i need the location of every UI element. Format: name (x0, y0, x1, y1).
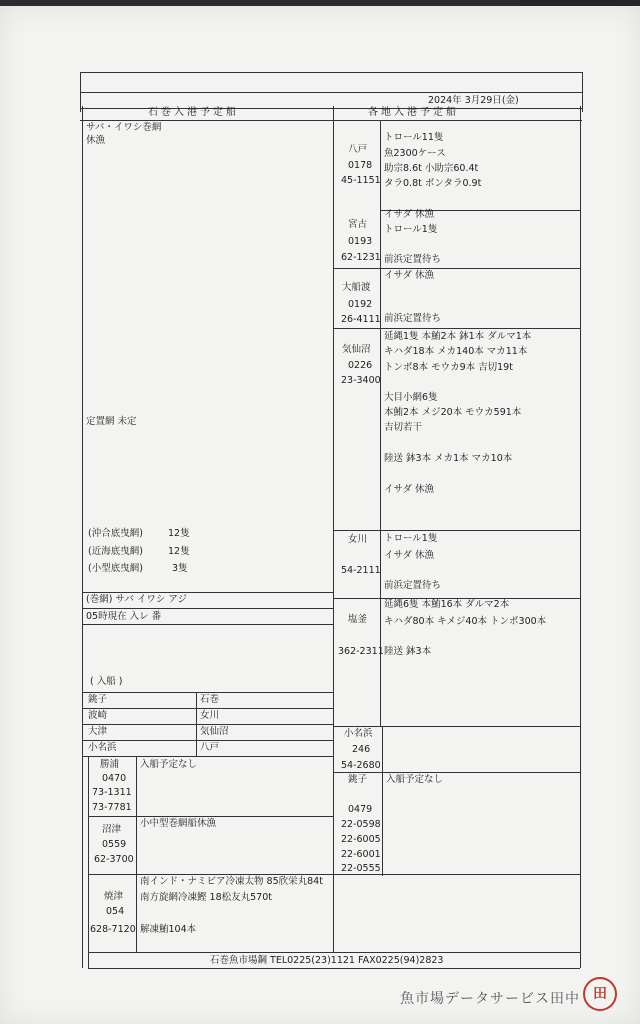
makiami-label: (巻網) サバ イワシ アジ (86, 594, 188, 605)
yaizu-code: 054 (106, 906, 125, 917)
yaizu-tel: 628-7120 (90, 924, 136, 935)
onagawa-name: 女川 (348, 534, 368, 545)
miyako-line: 前浜定置待ち (384, 254, 442, 265)
yaizu-line: 南方旋網冷凍鰹 18松友丸570t (140, 892, 272, 903)
kesennuma-name: 気仙沼 (342, 344, 371, 355)
yaizu-line: 南インド・ナミビア冷凍太物 85欣栄丸84t (140, 876, 323, 887)
kesennuma-line: 本鮪2本 メジ20本 モウカ591本 (384, 407, 522, 418)
kesennuma-line: 大目小網6隻 (384, 392, 438, 403)
hachinohe-line: タラ0.8t ボンタラ0.9t (384, 178, 482, 189)
numazu-tel: 62-3700 (94, 854, 134, 865)
port-cell: 小名浜 (88, 742, 117, 753)
signature: 魚市場データサービス田中 (400, 991, 580, 1007)
hachinohe-tel: 45-1151 (341, 175, 381, 186)
saba-iwashi-status: 休漁 (86, 135, 106, 146)
miyako-name: 宮古 (348, 219, 368, 230)
shiogama-name: 塩釜 (348, 614, 368, 625)
okiai-label: (沖合底曳網) (88, 528, 143, 539)
port-cell: 大津 (88, 726, 108, 737)
kesennuma-code: 0226 (348, 360, 373, 371)
shiogama-line: 延縄6隻 本鮪16本 ダルマ2本 (384, 599, 510, 610)
yaizu-line: 解凍鮪104本 (140, 924, 197, 935)
miyako-code: 0193 (348, 236, 373, 247)
kogata-label: (小型底曳網) (88, 563, 143, 574)
katsuura-name: 勝浦 (100, 759, 120, 770)
numazu-code: 0559 (102, 839, 127, 850)
ofunato-line: イサダ 休漁 (384, 270, 435, 281)
miyako-tel: 62-1231 (341, 252, 381, 263)
numazu-name: 沼津 (102, 824, 122, 835)
katsuura-tel: 73-1311 (92, 787, 132, 798)
left-column-header: 石巻入港予定船 (148, 107, 239, 118)
nyusen-label: ( 入船 ) (90, 676, 123, 687)
hachinohe-name: 八戸 (348, 144, 368, 155)
onagawa-line: 前浜定置待ち (384, 580, 442, 591)
ofunato-line: 前浜定置待ち (384, 313, 442, 324)
miyako-line: トロール1隻 (384, 224, 438, 235)
kesennuma-line: 陸送 鉢3本 メカ1本 マカ10本 (384, 453, 513, 464)
kogata-count: 3隻 (172, 563, 188, 574)
port-cell: 八戸 (200, 742, 220, 753)
kinkai-label: (近海底曳網) (88, 546, 143, 557)
choshi-tel: 22-6005 (341, 834, 381, 845)
kinkai-count: 12隻 (168, 546, 190, 557)
shiogama-line: 陸送 鉢3本 (384, 646, 432, 657)
hachinohe-line: 助宗8.6t 小助宗60.4t (384, 163, 479, 174)
hachinohe-code: 0178 (348, 160, 373, 171)
onahama-name: 小名浜 (344, 728, 373, 739)
choshi-code: 0479 (348, 804, 373, 815)
yaizu-name: 焼津 (104, 891, 124, 902)
shiogama-line: キハダ80本 キメジ40本 トンボ300本 (384, 616, 547, 627)
choshi-tel: 22-0555 (341, 863, 381, 874)
choshi-tel: 22-0598 (341, 819, 381, 830)
right-column-header: 各地入港予定船 (368, 107, 459, 118)
ofunato-tel: 26-4111 (341, 314, 381, 325)
kesennuma-line: 吉切若干 (384, 422, 423, 433)
onagawa-line: トロール1隻 (384, 533, 438, 544)
katsuura-code: 0470 (102, 773, 127, 784)
seal-stamp: 田 (583, 977, 617, 1011)
miyako-line: イサダ 休漁 (384, 209, 435, 220)
choshi-info: 入船予定なし (386, 774, 444, 785)
footer-contact: 石巻魚市場鋼 TEL0225(23)1121 FAX0225(94)2823 (210, 955, 444, 966)
onagawa-line: イサダ 休漁 (384, 550, 435, 561)
port-cell: 女川 (200, 710, 220, 721)
hachinohe-line: トロール11隻 (384, 132, 444, 143)
ofunato-code: 0192 (348, 299, 373, 310)
port-cell: 銚子 (88, 694, 108, 705)
onahama-code: 246 (352, 744, 371, 755)
hachinohe-line: 魚2300ケース (384, 148, 446, 159)
kesennuma-line: 延縄1隻 本鮪2本 鉢1本 ダルマ1本 (384, 331, 532, 342)
katsuura-info: 入船予定なし (140, 759, 198, 770)
choshi-name: 銚子 (348, 774, 368, 785)
ofunato-name: 大船渡 (342, 282, 371, 293)
onagawa-tel: 54-2111 (341, 565, 381, 576)
katsuura-fax: 73-7781 (92, 802, 132, 813)
port-cell: 波崎 (88, 710, 108, 721)
shiogama-tel: 362-2311 (338, 646, 384, 657)
kesennuma-line: トンボ8本 モウカ9本 吉切19t (384, 362, 513, 373)
port-cell: 石巻 (200, 694, 220, 705)
document-sheet (0, 6, 640, 1024)
numazu-info: 小中型巻網船休漁 (140, 818, 217, 829)
saba-iwashi-label: サバ・イワシ巻網 (86, 122, 162, 133)
okiai-count: 12隻 (168, 528, 190, 539)
kesennuma-line: イサダ 休漁 (384, 484, 435, 495)
onahama-tel: 54-2680 (341, 760, 381, 771)
choshi-tel: 22-6001 (341, 849, 381, 860)
makiami-status: 05時現在 入レ 番 (86, 611, 162, 622)
kesennuma-line: キハダ18本 メカ140本 マカ11本 (384, 346, 528, 357)
teichiami-status: 定置網 未定 (86, 416, 137, 427)
port-cell: 気仙沼 (200, 726, 229, 737)
kesennuma-tel: 23-3400 (341, 375, 381, 386)
report-date: 2024年 3月29日(金) (428, 95, 519, 106)
